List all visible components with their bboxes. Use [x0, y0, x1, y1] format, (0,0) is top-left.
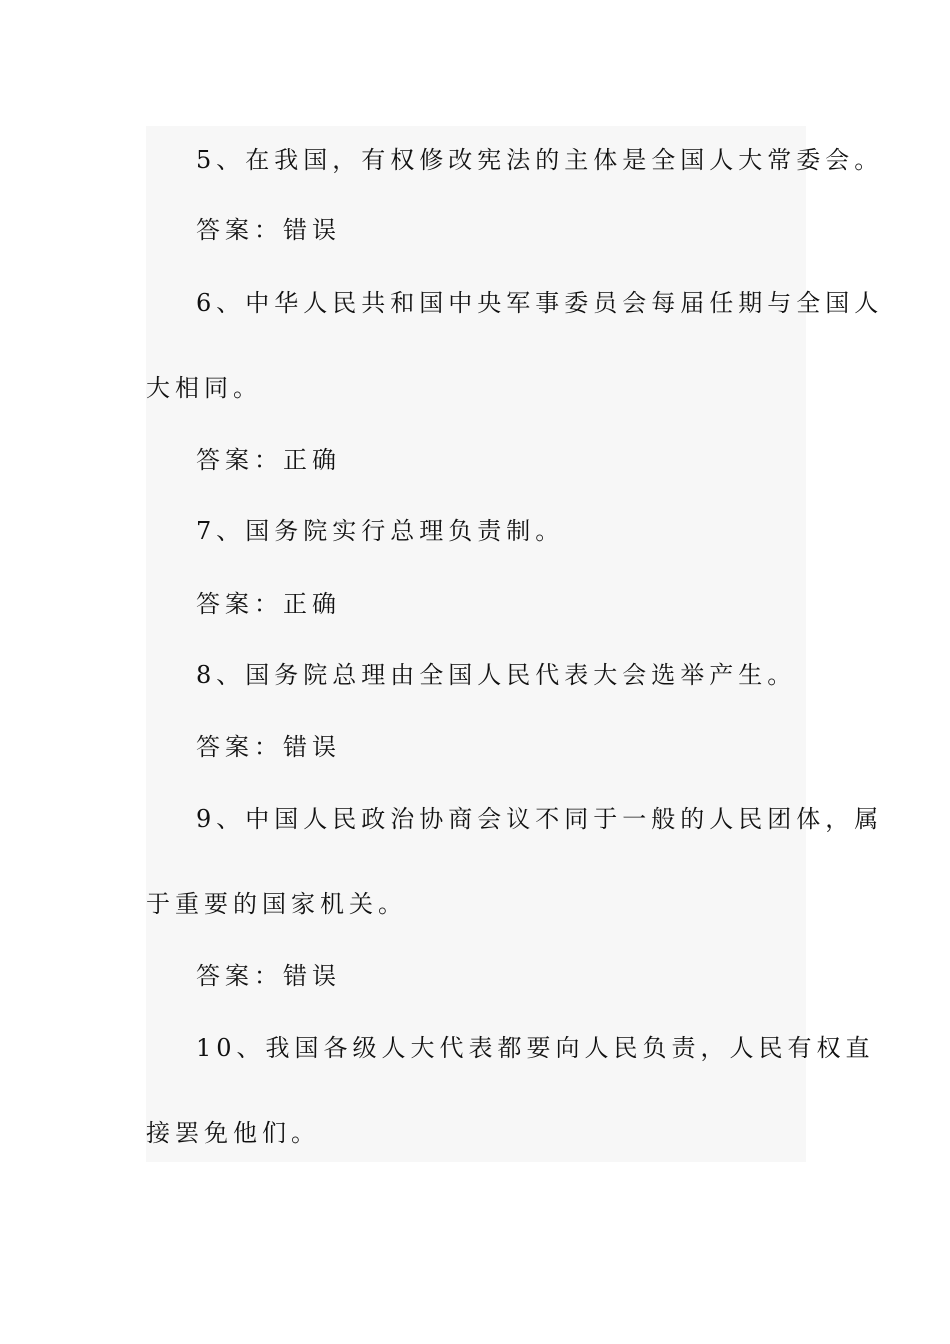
question-6-continuation: 大相同。 — [146, 374, 262, 402]
answer-8: 答案：错误 — [196, 733, 341, 761]
answer-5: 答案：错误 — [196, 216, 341, 244]
question-7-text: 7、国务院实行总理负责制。 — [196, 517, 565, 545]
question-9-text: 9、中国人民政治协商会议不同于一般的人民团体，属 — [196, 805, 884, 833]
answer-7: 答案：正确 — [196, 590, 341, 618]
question-9-continuation: 于重要的国家机关。 — [146, 890, 407, 918]
question-10-text: 10、我国各级人大代表都要向人民负责，人民有权直 — [196, 1034, 875, 1062]
question-10-continuation: 接罢免他们。 — [146, 1119, 320, 1147]
question-6-text: 6、中华人民共和国中央军事委员会每届任期与全国人 — [196, 289, 884, 317]
question-5-text: 5、在我国，有权修改宪法的主体是全国人大常委会。 — [196, 146, 884, 174]
document-page — [146, 126, 884, 1162]
answer-9: 答案：错误 — [196, 962, 341, 990]
question-8-text: 8、国务院总理由全国人民代表大会选举产生。 — [196, 661, 797, 689]
answer-6: 答案：正确 — [196, 446, 341, 474]
